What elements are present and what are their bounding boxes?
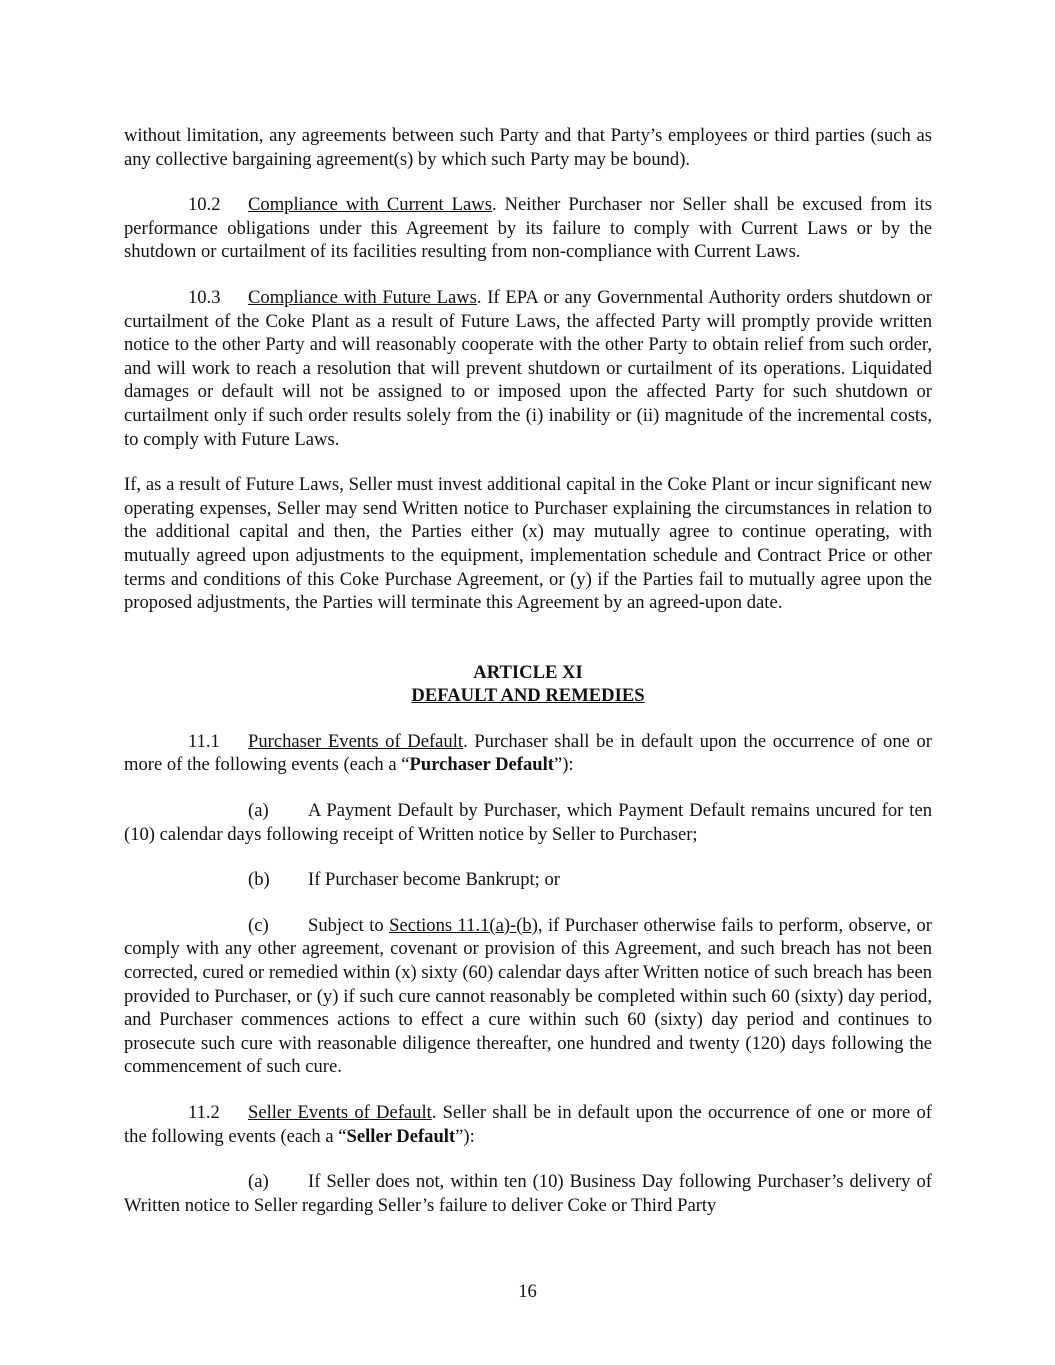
section-number: 11.1 <box>188 730 220 752</box>
section-text: . Seller shall be in default upon the occurrence of one or more of the following events (each a “ <box>124 1102 932 1147</box>
section-title: Purchaser Events of Default <box>248 730 464 752</box>
continuation-paragraph: without limitation, any agreements between such Party and that Party’s employees or third parties (such as any collective bargaining agreement(s) by which such Party may be bound). <box>124 125 932 170</box>
section-number: 10.2 <box>188 194 221 216</box>
clause-text: If Seller does not, within ten (10) Business Day following Purchaser’s delivery of Written notice to Seller regarding Seller’s failure to deliver Coke or Third Party <box>124 1171 932 1216</box>
section-number: 11.2 <box>188 1102 220 1123</box>
section-title: Compliance with Current Laws <box>248 194 492 216</box>
page-number: 16 <box>518 1281 537 1302</box>
clause-11-2-a <box>124 1170 932 1217</box>
section-number: 10.3 <box>188 286 221 308</box>
clause-text-pre: Subject to <box>308 914 390 936</box>
section-text-end: ”): <box>553 754 574 776</box>
section-text: . Purchaser shall be in default upon the occurrence of one or more of the following events (each a “ <box>124 730 932 776</box>
clause-label: (a) <box>248 800 269 822</box>
defined-term: Seller Default <box>346 1125 456 1147</box>
section-10-3 <box>124 286 932 451</box>
clause-text: , if Purchaser otherwise fails to perform, observe, or comply with any other agreement, covenant or provision of this Agreement, and such breach has not been corrected, cured or remedied within (x) sixty (60) calendar days after Written notice of such breach has been provided to Purchaser, or (y) if such cure cannot reasonably be completed within such 60 (sixty) day period, and Purchaser commences actions to effect a cure within such 60 (sixty) day period and continues to prosecute such cure with reasonable diligence thereafter, one hundred and twenty (120) days following the commencement of such cure. <box>124 914 932 1078</box>
section-title: Seller Events of Default <box>248 1102 432 1123</box>
cross-reference: Sections 11.1(a)-(b) <box>389 914 538 936</box>
clause-label: (a) <box>248 1171 269 1193</box>
clause-text: A Payment Default by Purchaser, which Payment Default remains uncured for ten (10) calendar days following receipt of Written notice by Seller to Purchaser; <box>124 800 932 845</box>
section-10-3-paragraph-2: If, as a result of Future Laws, Seller must invest additional capital in the Coke Plant or incur significant new operating expenses, Seller may send Written notice to Purchaser explaining the circumstances in relation to the additional capital and then, the Parties either (x) may mutually agree to continue operating, with mutually agreed upon adjustments to the equipment, implementation schedule and Contract Price or other terms and conditions of this Coke Purchase Agreement, or (y) if the Parties fail to mutually agree upon the proposed adjustments, the Parties will terminate this Agreement by an agreed-upon date. <box>124 474 932 614</box>
section-text-end: ”): <box>455 1125 475 1147</box>
section-11-1 <box>124 730 932 777</box>
section-10-2 <box>124 193 932 264</box>
article-title: DEFAULT AND REMEDIES <box>411 685 645 707</box>
clause-11-1-a <box>124 799 932 846</box>
section-text: . Neither Purchaser nor Seller shall be excused from its performance obligations under this Agreement by its failure to comply with Current Laws or by the shutdown or curtailment of its facilities resulting from non-compliance with Current Laws. <box>124 194 932 263</box>
clause-label: (b) <box>248 869 270 891</box>
document-body <box>124 124 932 1217</box>
clause-label: (c) <box>248 914 269 936</box>
article-number: ARTICLE XI <box>473 661 583 683</box>
defined-term: Purchaser Default <box>409 754 554 776</box>
section-11-2 <box>124 1101 932 1148</box>
clause-11-1-b <box>124 868 932 892</box>
clause-text: If Purchaser become Bankrupt; or <box>308 869 560 891</box>
section-title: Compliance with Future Laws <box>248 286 477 308</box>
section-text: . If EPA or any Governmental Authority orders shutdown or curtailment of the Coke Plant as a result of Future Laws, the affected Party will promptly provide written notice to the other Party and will reasonably cooperate with the other Party to obtain relief from such order, and will work to reach a resolution that will prevent shutdown or curtailment of its operations. Liquidated damages or default will not be assigned to or imposed upon the affected Party for such shutdown or curtailment only if such order results solely from the (i) inability or (ii) magnitude of the incremental costs, to comply with Future Laws. <box>124 286 932 450</box>
article-heading <box>124 661 932 708</box>
clause-11-1-c <box>124 914 932 1079</box>
